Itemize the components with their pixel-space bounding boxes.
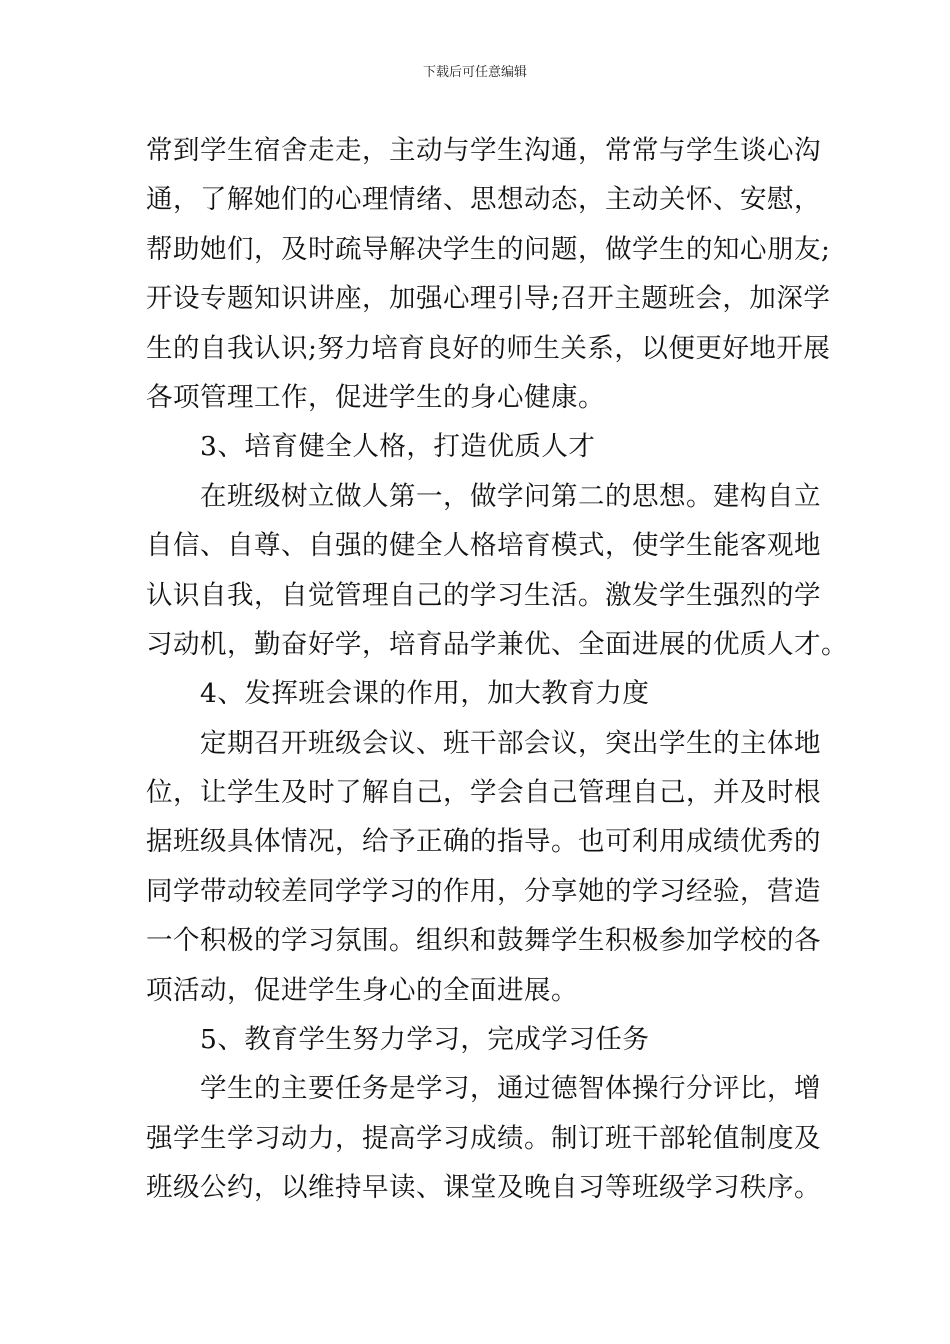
text-line: 开设专题知识讲座，加强心理引导;召开主题班会，加深学 — [146, 283, 831, 315]
text-line: 通，了解她们的心理情绪、思想动态，主动关怀、安慰， — [146, 184, 821, 216]
section-heading-4 — [146, 669, 810, 718]
page-header: 下载后可任意编辑 — [422, 65, 527, 80]
paragraph-section-3 — [146, 472, 848, 670]
text-line: 各项管理工作，促进学生的身心健康。 — [146, 381, 605, 413]
text-line: 定期召开班级会议、班干部会议，突出学生的主体地 — [200, 727, 821, 759]
text-line: 生的自我认识;努力培育良好的师生关系，以便更好地开展 — [146, 332, 831, 364]
heading-line: 5、教育学生努力学习，完成学习任务 — [200, 1024, 650, 1056]
text-line: 自信、自尊、自强的健全人格培育模式，使学生能客观地 — [146, 530, 821, 562]
section-heading-3 — [146, 422, 810, 471]
paragraph-section-5 — [146, 1064, 821, 1212]
document-body — [146, 126, 848, 1213]
text-line: 习动机，勤奋好学，培育品学兼优、全面进展的优质人才。 — [146, 628, 848, 660]
text-line: 同学带动较差同学学习的作用，分享她的学习经验，营造 — [146, 875, 821, 907]
text-line: 学生的主要任务是学习，通过德智体操行分评比，增 — [200, 1073, 821, 1105]
text-line: 据班级具体情况，给予正确的指导。也可利用成绩优秀的 — [146, 826, 821, 858]
heading-line: 3、培育健全人格，打造优质人才 — [200, 431, 596, 463]
text-line: 一个积极的学习氛围。组织和鼓舞学生积极参加学校的各 — [146, 925, 821, 957]
text-line: 强学生学习动力，提高学习成绩。制订班干部轮值制度及 — [146, 1122, 821, 1154]
text-line: 位，让学生及时了解自己，学会自己管理自己，并及时根 — [146, 777, 821, 809]
text-line: 项活动，促进学生身心的全面进展。 — [146, 974, 578, 1006]
text-line: 班级公约，以维持早读、课堂及晚自习等班级学习秩序。 — [146, 1172, 821, 1204]
paragraph-section-4 — [146, 719, 821, 1015]
text-line: 帮助她们，及时疏导解决学生的问题，做学生的知心朋友; — [146, 233, 831, 265]
heading-line: 4、发挥班会课的作用，加大教育力度 — [200, 678, 650, 710]
text-line: 认识自我，自觉管理自己的学习生活。激发学生强烈的学 — [146, 579, 821, 611]
text-line: 在班级树立做人第一，做学问第二的思想。建构自立 — [200, 480, 821, 512]
section-heading-5 — [146, 1015, 810, 1064]
paragraph-continuation — [146, 126, 831, 422]
text-line: 常到学生宿舍走走，主动与学生沟通，常常与学生谈心沟 — [146, 135, 821, 166]
